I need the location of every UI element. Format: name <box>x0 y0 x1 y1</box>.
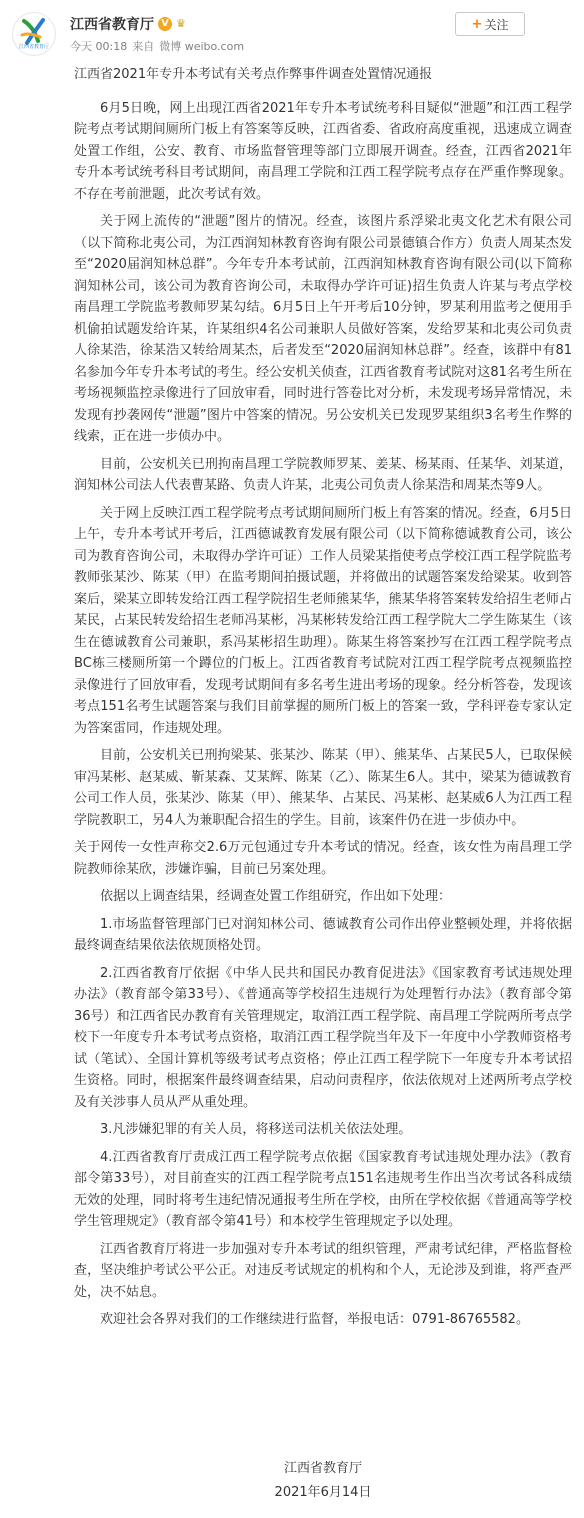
avatar[interactable] <box>12 12 56 56</box>
post-source[interactable]: 微博 weibo.com <box>159 40 245 53</box>
paragraph: 1.市场监督管理部门已对润知林公司、德诚教育公司作出停业整顿处理，并将依据最终调查结果依法依规顶格处罚。 <box>74 916 572 953</box>
post-content <box>74 64 572 1337</box>
crown-icon: ♛ <box>176 17 186 30</box>
post-title: 江西省2021年专升本考试有关考点作弊事件调查处置情况通报 <box>74 67 433 82</box>
paragraph: 江西省教育厅将进一步加强对专升本考试的组织管理，严肃考试纪律，严格监督检查，坚决维护考试公平公正。对违反考试规定的机构和个人，无论涉及到谁，将严查严处，决不姑息。 <box>74 1241 572 1300</box>
account-name[interactable]: 江西省教育厅 <box>70 17 154 33</box>
paragraph: 关于网上反映江西工程学院考点考试期间厕所门板上有答案的情况。经查，6月5日上午，专升本考试开考后，江西德诚教育发展有限公司（以下简称德诚教育公司，该公司为教育咨询公司，未取得办学许可证）工作人员梁某指使考点学校江西工程学院监考教师张某沙、陈某（甲）在监考期间拍摄试题，并将做出的试题答案发给梁某。收到答案后，梁某立即转发给江西工程学院招生老师熊某华，熊某华将答案转发给招生老师占某民，占某民转发给招生老师冯某彬，冯某彬转发给江西工程学院大二学生陈某生（该生在德诚教育公司兼职，系冯某彬招生助理）。陈某生将答案抄写在江西工程学院考点BC栋三楼厕所第一个蹲位的门板上。江西省教育考试院对江西工程学院考点视频监控录像进行了回放审看，发现考试期间有多名考生进出考场的现象。经分析答卷，发现该考点151名考生试题答案与我们目前掌握的厕所门板上的答案一致，学科评卷专家认定为答案雷同，作违规处理。 <box>74 505 572 736</box>
v-badge-icon: V <box>158 17 172 31</box>
logo-caption: 江西省教育厅 <box>18 44 49 50</box>
paragraph: 4.江西省教育厅责成江西工程学院考点依据《国家教育考试违规处理办法》（教育部令第33号），对目前查实的江西工程学院考点151名违规考生作出当次考试各科成绩无效的处理，同时将考生违纪情况通报考生所在学校，由所在学校依据《普通高等学校学生管理规定》（教育部令第41号）和本校学生管理规定予以处理。 <box>74 1149 572 1229</box>
paragraph: 关于网上流传的“泄题”图片的情况。经查，该图片系浮梁北夷文化艺术有限公司（以下简称北夷公司，为江西润知林教育咨询有限公司景德镇合作方）负责人周某杰发至“2020届润知林总群”。今年专升本考试前，江西润知林教育咨询有限公司(以下简称润知林公司，该公司为教育咨询公司，未取得办学许可证)招生负责人许某与考点学校南昌理工学院监考教师罗某勾结。6月5日上午开考后10分钟，罗某利用监考之便用手机偷拍试题发给许某，许某组织4名公司兼职人员做好答案，发给罗某和北夷公司负责人徐某浩，徐某浩又转给周某杰，后者发至“2020届润知林总群”。经查，该群中有81名参加今年专升本考试的考生。经公安机关侦查，江西省教育考试院对这81名考生所在考场视频监控录像进行了回放审看，同时进行答卷比对分析，未发现考场异常情况，未发现有抄袭网传“泄题”图片中答案的情况。另公安机关已发现罗某组织3名考生作弊的线索，正在进一步侦办中。 <box>74 214 572 444</box>
plus-icon: + <box>471 16 483 32</box>
paragraph: 6月5日晚，网上出现江西省2021年专升本考试统考科目疑似“泄题”和江西工程学院考点考试期间厕所门板上有答案等反映，江西省委、省政府高度重视，迅速成立调查处置工作组，公安、教育、市场监督管理等部门立即展开调查。经查，江西省2021年专升本考试统考科目考试期间，南昌理工学院和江西工程学院考点存在严重作弊现象。不存在考前泄题，此次考试有效。 <box>74 100 572 202</box>
source-prefix: 来自 <box>132 40 155 53</box>
follow-label: 关注 <box>484 17 509 32</box>
paragraph: 依据以上调查结果，经调查处置工作组研究，作出如下处理： <box>100 889 452 904</box>
account-name-row <box>70 14 190 34</box>
post-meta <box>70 38 244 54</box>
signature-date: 2021年6月14日 <box>274 1485 372 1500</box>
paragraph: 目前，公安机关已刑拘梁某、张某沙、陈某（甲）、熊某华、占某民5人，已取保候审冯某彬、赵某威、靳某森、艾某辉、陈某（乙）、陈某生6人。其中，梁某为德诚教育公司工作人员，张某沙、陈某（甲）、熊某华、占某民、冯某彬、赵某威6人为江西工程学院教职工，另4人为兼职配合招生的学生。目前，该案件仍在进一步侦办中。 <box>74 748 572 828</box>
post-header <box>0 0 584 64</box>
paragraph: 2.江西省教育厅依据《中华人民共和国民办教育促进法》《国家教育考试违规处理办法》（教育部令第33号）、《普通高等学校招生违规行为处理暂行办法》（教育部令第36号）和江西省民办教育有关管理规定，取消江西工程学院、南昌理工学院两所考点学校下一年度专升本考试考点资格，取消江西工程学院当年及下一年度中小学教师资格考试（笔试）、全国计算机等级考试考点资格；停止江西工程学院下一年度专升本考试招生资格。同时，根据案件最终调查结果，启动问责程序，依法依规对上述两所考点学校及有关涉事人员从严从重处理。 <box>74 965 572 1110</box>
paragraph: 关于网传一女性声称交2.6万元包通过专升本考试的情况。经查，该女性为南昌理工学院教师徐某欣，涉嫌诈骗，目前已另案处理。 <box>74 840 572 877</box>
follow-button[interactable] <box>455 12 525 36</box>
signature-org: 江西省教育厅 <box>283 1461 362 1476</box>
paragraph: 欢迎社会各界对我们的工作继续进行监督，举报电话：0791-86765582。 <box>100 1312 529 1327</box>
post-time[interactable]: 今天 00:18 <box>70 40 128 53</box>
paragraph: 3.凡涉嫌犯罪的有关人员，将移送司法机关依法处理。 <box>100 1122 412 1137</box>
paragraph: 目前，公安机关已刑拘南昌理工学院教师罗某、姜某、杨某雨、任某华、刘某道，润知林公司法人代表曹某路、负责人许某，北夷公司负责人徐某浩和周某杰等9人。 <box>74 456 572 493</box>
